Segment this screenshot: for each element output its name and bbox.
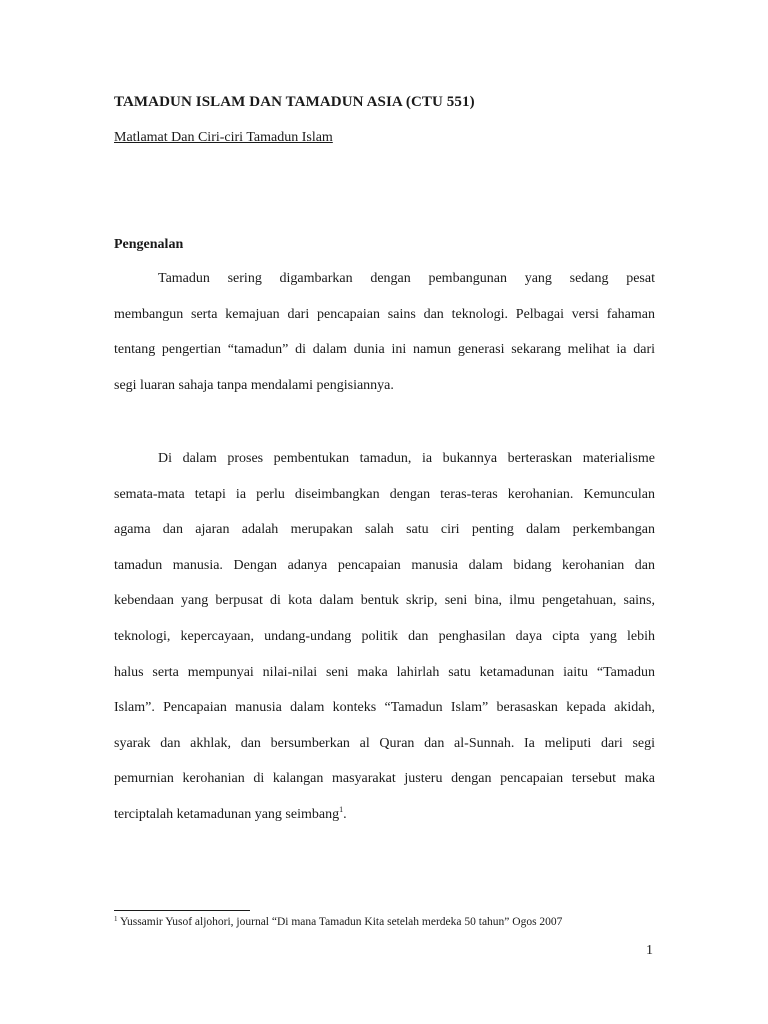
paragraph-line: tentang pengertian “tamadun” di dalam dunia ini namun generasi sekarang melihat ia dari: [114, 342, 655, 358]
paragraph-line: semata-mata tetapi ia perlu diseimbangkan dengan teras-teras kerohanian. Kemunculan: [114, 486, 655, 502]
paragraph-line: teknologi, kepercayaan, undang-undang politik dan penghasilan daya cipta yang lebih: [114, 628, 655, 644]
sentence-period: .: [343, 806, 347, 822]
paragraph-last-line: [114, 806, 655, 842]
paragraph-line: segi luaran sahaja tanpa mendalami pengisiannya.: [114, 377, 394, 393]
footnote-reference[interactable]: 1: [339, 804, 344, 814]
paragraph-line: syarak dan akhlak, dan bersumberkan al Quran dan al-Sunnah. Ia meliputi dari segi: [114, 735, 655, 751]
footnote-separator: [114, 910, 250, 911]
footnote-text: Yussamir Yusof aljohori, journal “Di mana Tamadun Kita setelah merdeka 50 tahun” Ogos 2007: [117, 916, 563, 928]
footnote: [114, 916, 562, 928]
page-number: 1: [646, 943, 653, 958]
document-title: TAMADUN ISLAM DAN TAMADUN ASIA (CTU 551): [114, 94, 475, 110]
paragraph-development: [114, 450, 655, 842]
section-heading: Pengenalan: [114, 237, 184, 252]
paragraph-line: Tamadun sering digambarkan dengan pembangunan yang sedang pesat: [158, 271, 655, 286]
paragraph-line-text: terciptalah ketamadunan yang seimbang: [114, 806, 340, 822]
paragraph-line: Di dalam proses pembentukan tamadun, ia bukannya berteraskan materialisme: [158, 451, 655, 466]
paragraph-line: tamadun manusia. Dengan adanya pencapaian manusia dalam bidang kerohanian dan: [114, 557, 655, 573]
paragraph-line: membangun serta kemajuan dari pencapaian sains dan teknologi. Pelbagai versi fahaman: [114, 306, 655, 322]
paragraph-line: agama dan ajaran adalah merupakan salah satu ciri penting dalam perkembangan: [114, 522, 655, 538]
paragraph-line: kebendaan yang berpusat di kota dalam bentuk skrip, seni bina, ilmu pengetahuan, sains,: [114, 593, 655, 609]
paragraph-line: halus serta mempunyai nilai-nilai seni maka lahirlah satu ketamadunan iaitu “Tamadun: [114, 664, 655, 680]
paragraph-line: pemurnian kerohanian di kalangan masyarakat justeru dengan pencapaian tersebut maka: [114, 771, 655, 787]
paragraph-introduction: [114, 270, 655, 412]
document-subtitle: Matlamat Dan Ciri-ciri Tamadun Islam: [114, 130, 333, 145]
footnote-number: 1: [114, 915, 118, 923]
paragraph-line: Islam”. Pencapaian manusia dalam konteks “Tamadun Islam” berasaskan kepada akidah,: [114, 700, 655, 716]
